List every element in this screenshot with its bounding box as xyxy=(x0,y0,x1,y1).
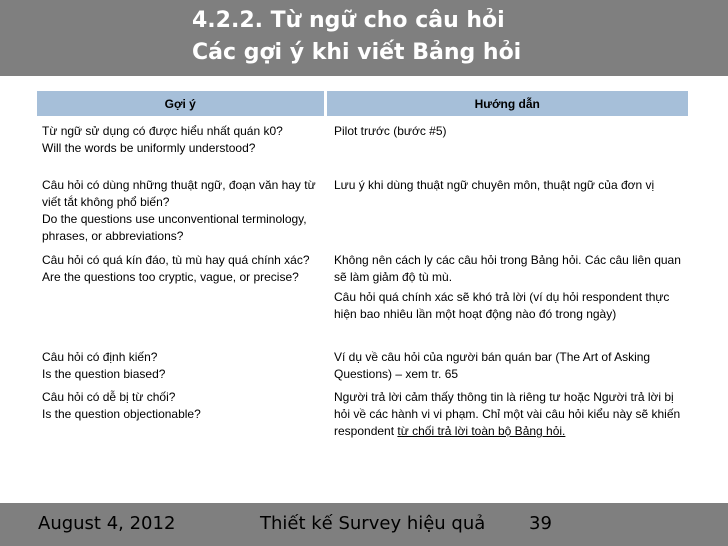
suggestion-vi: Câu hỏi có dùng những thuật ngữ, đoạn văn hay từ viết tắt không phổ biến? xyxy=(42,178,316,209)
slide-title-line-2: Các gợi ý khi viết Bảng hỏi xyxy=(192,40,522,65)
suggestion-en: Is the question biased? xyxy=(42,367,166,381)
suggestion-en: Are the questions too cryptic, vague, or precise? xyxy=(42,270,299,284)
suggestion-en: Is the question objectionable? xyxy=(42,407,201,421)
footer-title: Thiết kế Survey hiệu quả xyxy=(260,513,486,534)
page-number: 39 xyxy=(529,513,552,534)
table-row xyxy=(37,383,688,459)
guidance-cell xyxy=(325,343,688,383)
suggestion-cell xyxy=(37,383,325,459)
table-row xyxy=(37,343,688,383)
guidance-text: Lưu ý khi dùng thuật ngữ chuyên môn, thuật ngữ của đơn vị xyxy=(334,178,655,192)
suggestion-vi: Câu hỏi có định kiến? xyxy=(42,350,158,364)
guidance-cell xyxy=(325,383,688,459)
guidelines-table xyxy=(37,91,688,459)
suggestion-en: Do the questions use unconventional terminology, phrases, or abbreviations? xyxy=(42,212,307,243)
guidance-text: Không nên cách ly các câu hỏi trong Bảng hỏi. Các câu liên quan sẽ làm giảm độ tù mù. xyxy=(334,253,681,284)
suggestion-en: Will the words be uniformly understood? xyxy=(42,141,256,155)
guidance-cell xyxy=(325,246,688,343)
header-suggestion: Gợi ý xyxy=(37,91,325,117)
guidance-text: Người trả lời cảm thấy thông tin là riêng tư hoặc Người trả lời bị hỏi về các hành vi vi phạm. Chỉ một vài câu hỏi kiểu này sẽ khiến respondent xyxy=(334,390,681,438)
guidance-text: Pilot trước (bước #5) xyxy=(334,124,447,138)
guidance-text: Câu hỏi quá chính xác sẽ khó trả lời (ví dụ hỏi respondent thực hiện bao nhiêu lần một hoạt động nào đó trong ngày) xyxy=(334,290,670,321)
title-band xyxy=(0,0,728,76)
suggestion-cell xyxy=(37,171,325,246)
guidance-cell xyxy=(325,171,688,246)
table-header-row xyxy=(37,91,688,117)
table-row xyxy=(37,117,688,172)
suggestion-vi: Câu hỏi có dễ bị từ chối? xyxy=(42,390,176,404)
suggestion-vi: Câu hỏi có quá kín đáo, tù mù hay quá chính xác? xyxy=(42,253,310,267)
suggestion-cell xyxy=(37,117,325,172)
footer-band xyxy=(0,503,728,546)
guidance-cell xyxy=(325,117,688,172)
table-row xyxy=(37,171,688,246)
header-guidance: Hướng dẫn xyxy=(325,91,688,117)
suggestion-cell xyxy=(37,246,325,343)
suggestion-vi: Từ ngữ sử dụng có được hiểu nhất quán k0? xyxy=(42,124,283,138)
footer-date: August 4, 2012 xyxy=(38,513,176,534)
guidance-underlined-text: từ chối trả lời toàn bộ Bảng hỏi. xyxy=(397,424,566,438)
suggestion-cell xyxy=(37,343,325,383)
slide-title-line-1: 4.2.2. Từ ngữ cho câu hỏi xyxy=(192,8,505,33)
guidance-text: Ví dụ về câu hỏi của người bán quán bar (The Art of Asking Questions) – xem tr. 65 xyxy=(334,350,651,381)
table-row xyxy=(37,246,688,343)
